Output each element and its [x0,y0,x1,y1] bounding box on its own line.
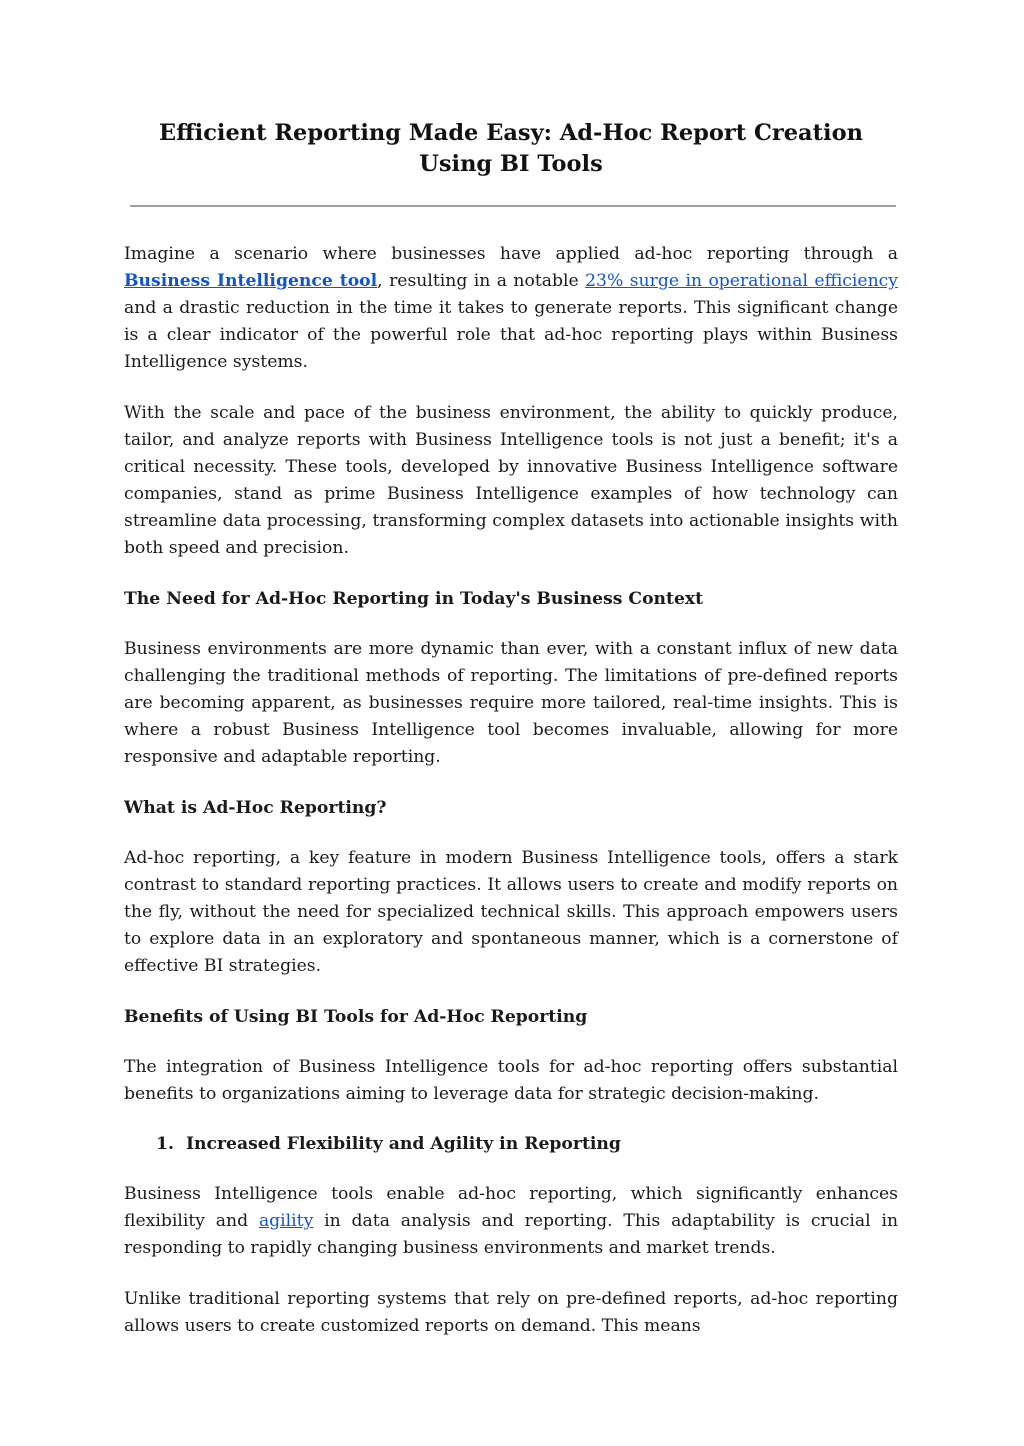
intro-text-1: Imagine a scenario where businesses have applied ad-hoc reporting through a [124,244,898,264]
flexibility-text-1: Business Intelligence tools enable ad-hoc reporting, which significantly enhances flexibility and [124,1184,898,1231]
list-item-number: 1. [156,1134,174,1154]
flexibility-text-2: in data analysis and reporting. This adaptability is crucial in responding to rapidly changing business environments and market trends. [124,1211,899,1258]
title-divider [130,205,896,207]
paragraph-what-is-ad-hoc: Ad-hoc reporting, a key feature in modern Business Intelligence tools, offers a stark contrast to standard reporting practices. It allows users to create and modify reports on the fly, without the need for specialized technical skills. This approach empowers users to explore data in an exploratory and spontaneous manner, which is a cornerstone of effective BI strategies. [124,848,898,976]
list-item-heading: Increased Flexibility and Agility in Reporting [186,1134,621,1154]
agility-link[interactable]: agility [258,1211,314,1231]
document-title: Efficient Reporting Made Easy: Ad-Hoc Report Creation Using BI Tools [159,120,863,177]
intro-text-2: , resulting in a notable [377,271,586,291]
heading-need-for-ad-hoc: The Need for Ad-Hoc Reporting in Today's Business Context [124,589,704,609]
paragraph-benefits: The integration of Business Intelligence tools for ad-hoc reporting offers substantial benefits to organizations aiming to leverage data for strategic decision-making. [124,1057,898,1104]
intro-paragraph [124,241,898,376]
document-content [124,118,898,1340]
business-intelligence-tool-link[interactable]: Business Intelligence tool [124,271,378,291]
intro-text-3: and a drastic reduction in the time it takes to generate reports. This significant change is a clear indicator of the powerful role that ad-hoc reporting plays within Business Intelligence systems. [124,298,898,372]
heading-what-is-ad-hoc: What is Ad-Hoc Reporting? [124,798,387,818]
heading-benefits: Benefits of Using BI Tools for Ad-Hoc Reporting [124,1007,588,1027]
list-item [124,1131,898,1158]
paragraph-need-for-ad-hoc: Business environments are more dynamic than ever, with a constant influx of new data challenging the traditional methods of reporting. The limitations of pre-defined reports are becoming apparent, as businesses require more tailored, real-time insights. This is where a robust Business Intelligence tool becomes invaluable, allowing for more responsive and adaptable reporting. [124,639,898,767]
paragraph-unlike-traditional: Unlike traditional reporting systems that rely on pre-defined reports, ad-hoc reporting allows users to create customized reports on demand. This means [124,1289,898,1336]
benefits-list [124,1131,898,1158]
operational-efficiency-link[interactable]: 23% surge in operational efficiency [585,271,899,291]
paragraph-scale-and-pace: With the scale and pace of the business environment, the ability to quickly produce, tailor, and analyze reports with Business Intelligence tools is not just a benefit; it's a critical necessity. These tools, developed by innovative Business Intelligence software companies, stand as prime Business Intelligence examples of how technology can streamline data processing, transforming complex datasets into actionable insights with both speed and precision. [124,403,898,558]
paragraph-flexibility [124,1181,898,1262]
